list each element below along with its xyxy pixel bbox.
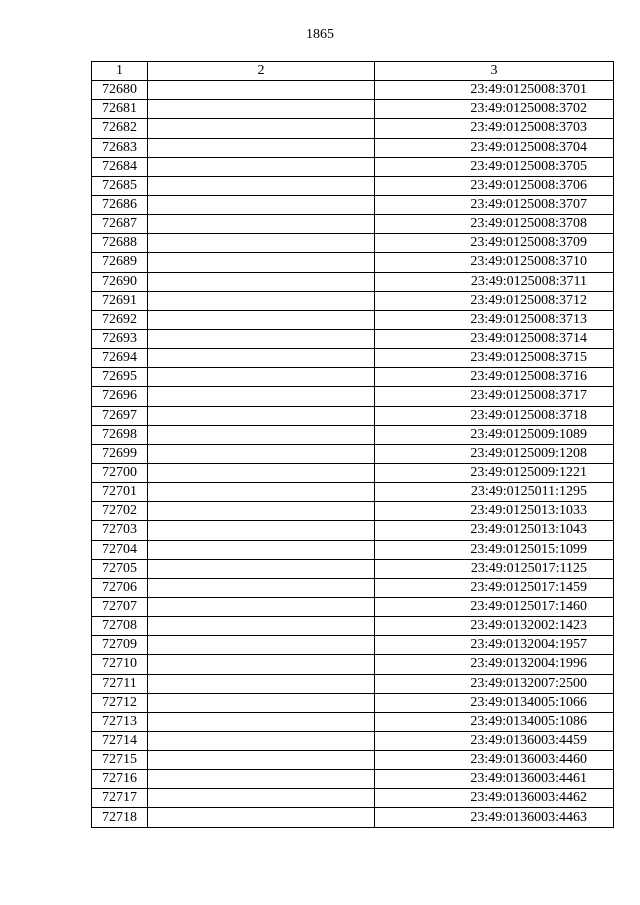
- row-name-cell: [148, 521, 375, 540]
- row-name-cell: [148, 463, 375, 482]
- row-name-cell: [148, 425, 375, 444]
- cadastral-number-cell: 23:49:0125011:1295: [375, 483, 614, 502]
- cadastral-number-cell: 23:49:0125013:1033: [375, 502, 614, 521]
- cadastral-number-cell: 23:49:0125008:3714: [375, 329, 614, 348]
- table-row: [92, 310, 614, 329]
- cadastral-number-cell: 23:49:0125013:1043: [375, 521, 614, 540]
- cadastral-number-cell: 23:49:0136003:4463: [375, 808, 614, 827]
- column-header-1: 1: [92, 62, 148, 81]
- table-row: [92, 368, 614, 387]
- row-number-cell: 72680: [92, 81, 148, 100]
- cadastral-number-cell: 23:49:0125008:3704: [375, 138, 614, 157]
- row-number-cell: 72685: [92, 176, 148, 195]
- row-number-cell: 72715: [92, 751, 148, 770]
- cadastral-number-cell: 23:49:0132004:1996: [375, 655, 614, 674]
- row-number-cell: 72697: [92, 406, 148, 425]
- row-name-cell: [148, 731, 375, 750]
- row-name-cell: [148, 502, 375, 521]
- table-row: [92, 808, 614, 827]
- cadastral-number-cell: 23:49:0125008:3715: [375, 349, 614, 368]
- row-number-cell: 72681: [92, 100, 148, 119]
- row-name-cell: [148, 540, 375, 559]
- cadastral-number-cell: 23:49:0132002:1423: [375, 617, 614, 636]
- row-number-cell: 72682: [92, 119, 148, 138]
- table-row: [92, 195, 614, 214]
- table-row: [92, 751, 614, 770]
- row-number-cell: 72684: [92, 157, 148, 176]
- row-number-cell: 72691: [92, 291, 148, 310]
- table-row: [92, 521, 614, 540]
- cadastral-number-cell: 23:49:0134005:1066: [375, 693, 614, 712]
- row-number-cell: 72689: [92, 253, 148, 272]
- table-row: [92, 578, 614, 597]
- row-number-cell: 72696: [92, 387, 148, 406]
- row-number-cell: 72707: [92, 597, 148, 616]
- row-name-cell: [148, 693, 375, 712]
- row-name-cell: [148, 712, 375, 731]
- table-row: [92, 349, 614, 368]
- row-number-cell: 72706: [92, 578, 148, 597]
- cadastral-number-cell: 23:49:0125008:3710: [375, 253, 614, 272]
- cadastral-number-cell: 23:49:0125017:1125: [375, 559, 614, 578]
- row-number-cell: 72688: [92, 234, 148, 253]
- cadastral-number-cell: 23:49:0125008:3709: [375, 234, 614, 253]
- row-name-cell: [148, 444, 375, 463]
- page-number: 1865: [306, 27, 334, 42]
- table-row: [92, 540, 614, 559]
- table-row: [92, 253, 614, 272]
- table-row: [92, 559, 614, 578]
- row-name-cell: [148, 349, 375, 368]
- row-number-cell: 72718: [92, 808, 148, 827]
- cadastral-number-cell: 23:49:0125008:3711: [375, 272, 614, 291]
- row-name-cell: [148, 176, 375, 195]
- cadastral-number-cell: 23:49:0125008:3707: [375, 195, 614, 214]
- table-row: [92, 272, 614, 291]
- row-name-cell: [148, 770, 375, 789]
- row-number-cell: 72705: [92, 559, 148, 578]
- row-number-cell: 72683: [92, 138, 148, 157]
- table-row: [92, 674, 614, 693]
- cadastral-number-cell: 23:49:0125008:3712: [375, 291, 614, 310]
- row-number-cell: 72692: [92, 310, 148, 329]
- table-row: [92, 712, 614, 731]
- cadastral-number-cell: 23:49:0125008:3703: [375, 119, 614, 138]
- cadastral-number-cell: 23:49:0136003:4460: [375, 751, 614, 770]
- row-number-cell: 72713: [92, 712, 148, 731]
- table-row: [92, 597, 614, 616]
- row-name-cell: [148, 655, 375, 674]
- table-row: [92, 119, 614, 138]
- cadastral-number-cell: 23:49:0125008:3713: [375, 310, 614, 329]
- cadastral-number-cell: 23:49:0125009:1089: [375, 425, 614, 444]
- row-name-cell: [148, 195, 375, 214]
- table-body: [92, 81, 614, 827]
- row-number-cell: 72708: [92, 617, 148, 636]
- row-number-cell: 72704: [92, 540, 148, 559]
- cadastral-number-cell: 23:49:0136003:4461: [375, 770, 614, 789]
- cadastral-number-cell: 23:49:0134005:1086: [375, 712, 614, 731]
- row-number-cell: 72702: [92, 502, 148, 521]
- row-number-cell: 72686: [92, 195, 148, 214]
- table-row: [92, 215, 614, 234]
- table-row: [92, 176, 614, 195]
- table-row: [92, 387, 614, 406]
- row-name-cell: [148, 310, 375, 329]
- table-row: [92, 234, 614, 253]
- row-number-cell: 72687: [92, 215, 148, 234]
- row-name-cell: [148, 674, 375, 693]
- cadastral-number-cell: 23:49:0125015:1099: [375, 540, 614, 559]
- row-name-cell: [148, 291, 375, 310]
- table-row: [92, 655, 614, 674]
- row-number-cell: 72698: [92, 425, 148, 444]
- cadastral-number-cell: 23:49:0125017:1460: [375, 597, 614, 616]
- table-row: [92, 444, 614, 463]
- cadastral-number-cell: 23:49:0125008:3717: [375, 387, 614, 406]
- cadastral-number-cell: 23:49:0125008:3718: [375, 406, 614, 425]
- row-name-cell: [148, 81, 375, 100]
- row-name-cell: [148, 138, 375, 157]
- table-row: [92, 693, 614, 712]
- row-name-cell: [148, 483, 375, 502]
- table-row: [92, 291, 614, 310]
- row-name-cell: [148, 617, 375, 636]
- table-row: [92, 502, 614, 521]
- row-name-cell: [148, 559, 375, 578]
- row-number-cell: 72711: [92, 674, 148, 693]
- cadastral-number-cell: 23:49:0125008:3702: [375, 100, 614, 119]
- row-name-cell: [148, 751, 375, 770]
- table-row: [92, 406, 614, 425]
- row-name-cell: [148, 636, 375, 655]
- row-name-cell: [148, 329, 375, 348]
- row-name-cell: [148, 597, 375, 616]
- row-number-cell: 72716: [92, 770, 148, 789]
- row-number-cell: 72710: [92, 655, 148, 674]
- table-row: [92, 731, 614, 750]
- row-number-cell: 72690: [92, 272, 148, 291]
- cadastral-number-cell: 23:49:0132004:1957: [375, 636, 614, 655]
- row-name-cell: [148, 100, 375, 119]
- header-row: [92, 62, 614, 81]
- cadastral-number-cell: 23:49:0136003:4462: [375, 789, 614, 808]
- table-row: [92, 770, 614, 789]
- row-name-cell: [148, 234, 375, 253]
- table-row: [92, 329, 614, 348]
- row-name-cell: [148, 808, 375, 827]
- column-header-2: 2: [148, 62, 375, 81]
- row-name-cell: [148, 387, 375, 406]
- table-row: [92, 138, 614, 157]
- cadastral-number-cell: 23:49:0125009:1208: [375, 444, 614, 463]
- row-name-cell: [148, 578, 375, 597]
- registry-table: [91, 61, 614, 828]
- table-row: [92, 636, 614, 655]
- cadastral-number-cell: 23:49:0125008:3701: [375, 81, 614, 100]
- table-row: [92, 463, 614, 482]
- table-row: [92, 483, 614, 502]
- table-header: [92, 62, 614, 81]
- cadastral-number-cell: 23:49:0125008:3716: [375, 368, 614, 387]
- cadastral-number-cell: 23:49:0125008:3708: [375, 215, 614, 234]
- table-row: [92, 789, 614, 808]
- row-number-cell: 72694: [92, 349, 148, 368]
- row-number-cell: 72701: [92, 483, 148, 502]
- row-name-cell: [148, 215, 375, 234]
- cadastral-number-cell: 23:49:0132007:2500: [375, 674, 614, 693]
- cadastral-number-cell: 23:49:0125008:3705: [375, 157, 614, 176]
- cadastral-number-cell: 23:49:0125008:3706: [375, 176, 614, 195]
- cadastral-number-cell: 23:49:0125009:1221: [375, 463, 614, 482]
- column-header-3: 3: [375, 62, 614, 81]
- row-name-cell: [148, 406, 375, 425]
- row-number-cell: 72699: [92, 444, 148, 463]
- table-row: [92, 100, 614, 119]
- row-number-cell: 72712: [92, 693, 148, 712]
- table-row: [92, 617, 614, 636]
- table-row: [92, 425, 614, 444]
- table-row: [92, 157, 614, 176]
- row-number-cell: 72717: [92, 789, 148, 808]
- row-number-cell: 72693: [92, 329, 148, 348]
- row-name-cell: [148, 119, 375, 138]
- row-name-cell: [148, 253, 375, 272]
- row-number-cell: 72714: [92, 731, 148, 750]
- row-number-cell: 72709: [92, 636, 148, 655]
- row-number-cell: 72695: [92, 368, 148, 387]
- row-name-cell: [148, 789, 375, 808]
- row-number-cell: 72700: [92, 463, 148, 482]
- row-name-cell: [148, 368, 375, 387]
- row-number-cell: 72703: [92, 521, 148, 540]
- cadastral-number-cell: 23:49:0125017:1459: [375, 578, 614, 597]
- row-name-cell: [148, 157, 375, 176]
- cadastral-number-cell: 23:49:0136003:4459: [375, 731, 614, 750]
- row-name-cell: [148, 272, 375, 291]
- table-row: [92, 81, 614, 100]
